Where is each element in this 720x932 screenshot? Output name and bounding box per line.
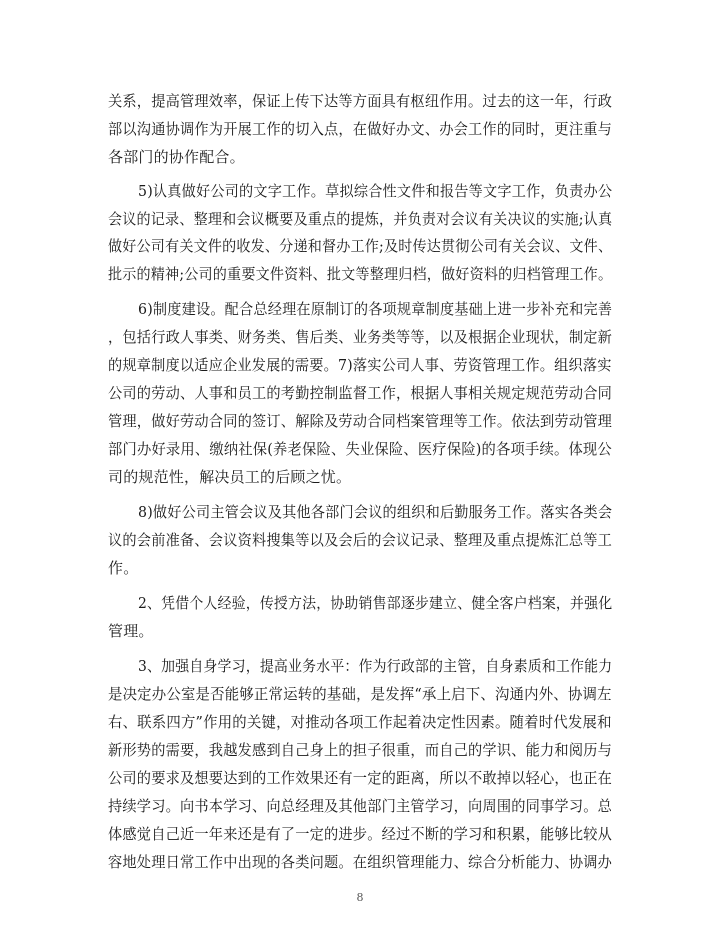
paragraph-line: 作。 <box>108 559 139 577</box>
paragraph-line: 部门办好录用、缴纳社保(养老保险、失业保险、医疗保险)的各项手续。体现公 <box>108 440 612 458</box>
page-number: 8 <box>356 891 364 904</box>
paragraph-line: 6)制度建设。配合总经理在原制订的各项规章制度基础上进一步补充和完善 <box>138 300 613 318</box>
paragraph-line: 8)做好公司主管会议及其他各部门会议的组织和后勤服务工作。落实各类会 <box>138 503 613 521</box>
paragraph-line: 5)认真做好公司的文字工作。草拟综合性文件和报告等文字工作，负责办公 <box>138 182 613 200</box>
paragraph-line: 公司的要求及想要达到的工作效果还有一定的距离，所以不敢掉以轻心，也正在 <box>108 769 613 787</box>
paragraph-line: 各部门的协作配合。 <box>108 148 245 166</box>
paragraph-line: ，包括行政人事类、财务类、售后类、业务类等等，以及根据企业现状，制定新 <box>108 328 613 346</box>
paragraph-line: 持续学习。向书本学习、向总经理及其他部门主管学习，向周围的同事学习。总 <box>108 797 613 815</box>
paragraph-line: 做好公司有关文件的收发、分递和督办工作;及时传达贯彻公司有关会议、文件、 <box>108 237 613 255</box>
paragraph-line: 司的规范性，解决员工的后顾之忧。 <box>108 468 352 486</box>
paragraph-line: 3、加强自身学习，提高业务水平：作为行政部的主管，自身素质和工作能力 <box>138 657 613 675</box>
paragraph-line: 的规章制度以适应企业发展的需要。7)落实公司人事、劳资管理工作。组织落实 <box>108 356 612 374</box>
paragraph-line: 体感觉自己近一年来还是有了一定的进步。经过不断的学习和积累，能够比较从 <box>108 825 613 843</box>
paragraph-line: 容地处理日常工作中出现的各类问题。在组织管理能力、综合分析能力、协调办 <box>108 853 613 871</box>
paragraph-line: 议的会前准备、会议资料搜集等以及会后的会议记录、整理及重点提炼汇总等工 <box>108 531 613 549</box>
paragraph-line: 右、联系四方”作用的关键，对推动各项工作起着决定性因素。随着时代发展和 <box>108 713 612 731</box>
paragraph-line: 部以沟通协调作为开展工作的切入点，在做好办文、办会工作的同时，更注重与 <box>108 120 613 138</box>
paragraph-line: 管理，做好劳动合同的签订、解除及劳动合同档案管理等工作。依法到劳动管理 <box>108 412 613 430</box>
paragraph-line: 批示的精神;公司的重要文件资料、批文等整理归档，做好资料的归档管理工作。 <box>108 265 613 283</box>
paragraph-line: 管理。 <box>108 622 154 640</box>
paragraph-line: 公司的劳动、人事和员工的考勤控制监督工作，根据人事相关规定规范劳动合同 <box>108 384 613 402</box>
paragraph-line: 会议的记录、整理和会议概要及重点的提炼，并负责对会议有关决议的实施;认真 <box>108 210 613 228</box>
paragraph-line: 2、凭借个人经验，传授方法，协助销售部逐步建立、健全客户档案，并强化 <box>138 594 613 612</box>
paragraph-line: 新形势的需要，我越发感到自己身上的担子很重，而自己的学识、能力和阅历与 <box>108 741 613 759</box>
paragraph-line: 关系，提高管理效率，保证上传下达等方面具有枢纽作用。过去的这一年，行政 <box>108 92 613 110</box>
paragraph-line: 是决定办公室是否能够正常运转的基础，是发挥“承上启下、沟通内外、协调左 <box>108 685 612 703</box>
